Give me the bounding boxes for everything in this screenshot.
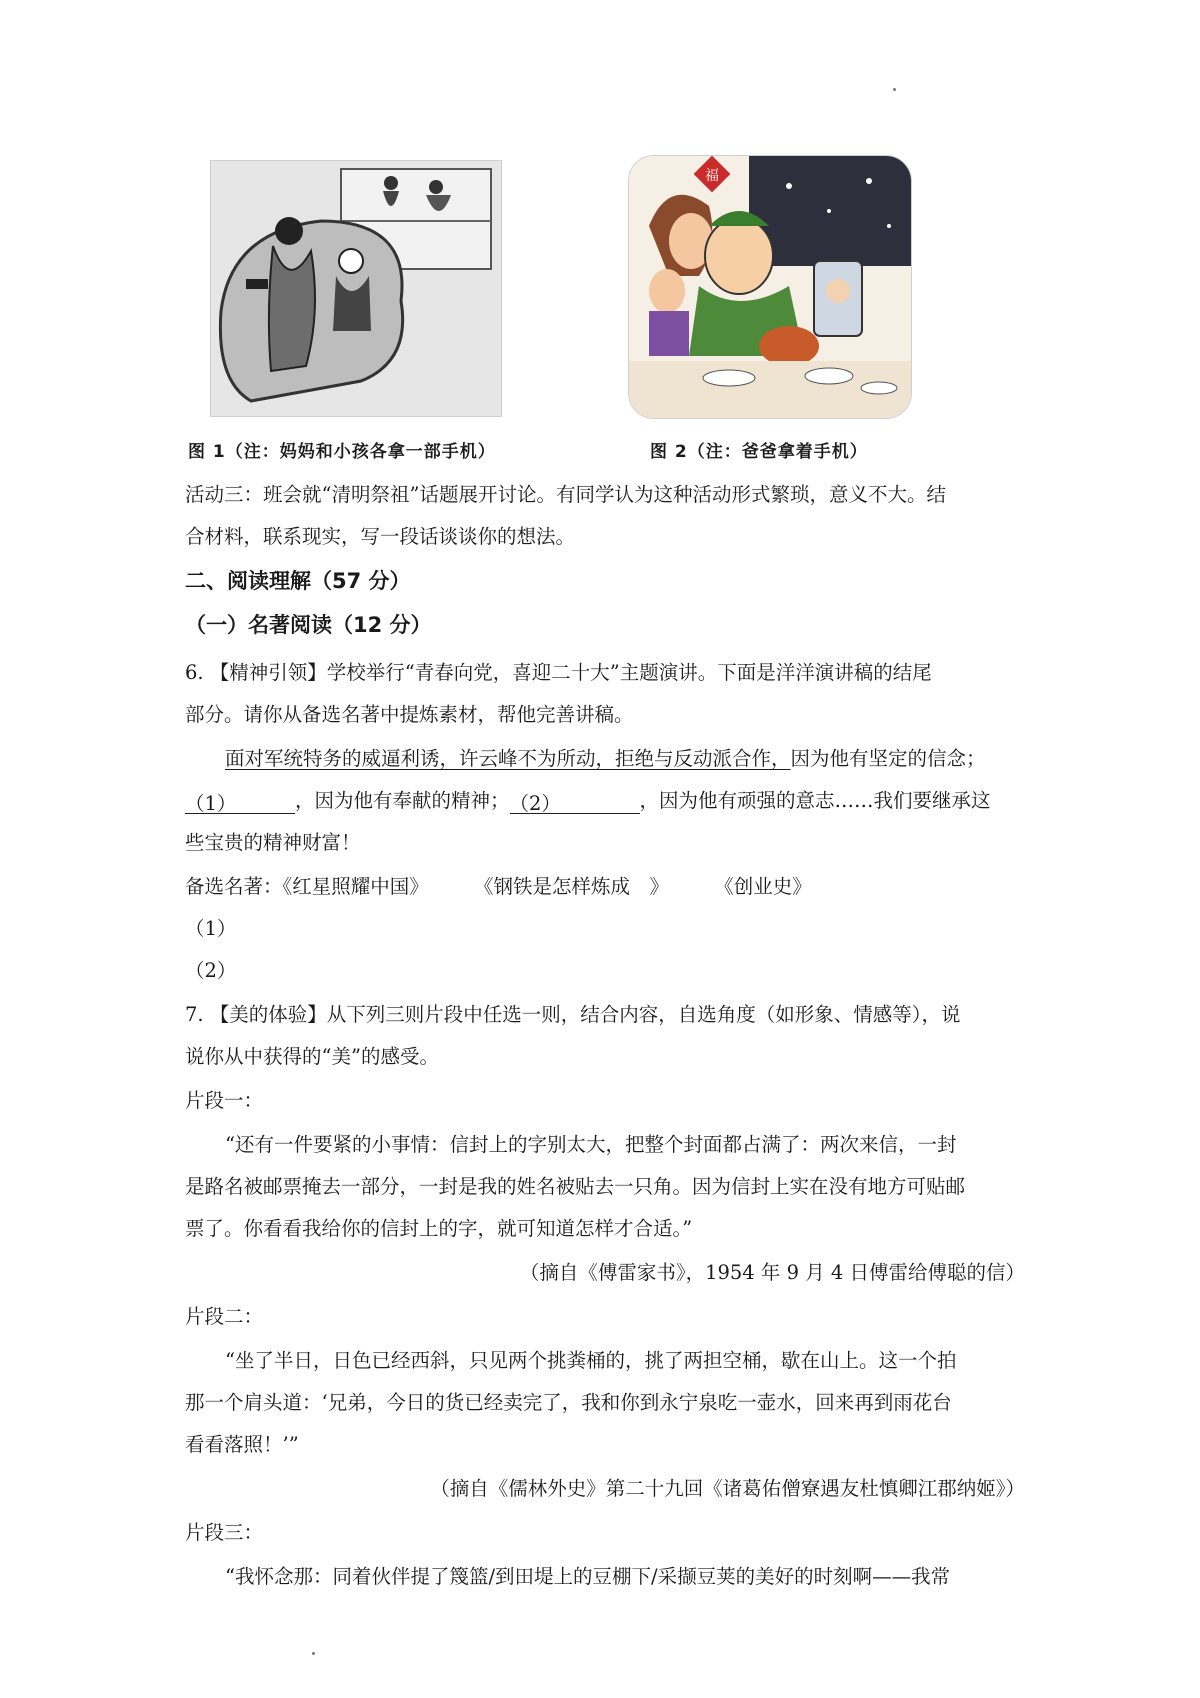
excerpt-2-line3: 看看落照！’” xyxy=(185,1433,299,1456)
q6-blank-2[interactable] xyxy=(510,791,640,814)
excerpt-2-source: （摘自《儒林外史》第二十九回《诸葛佑僧寮遇友杜慎卿江郡纳姬》） xyxy=(430,1477,1025,1500)
section-2-heading: 二、阅读理解（57 分） xyxy=(185,569,411,593)
excerpt-1-line2: 是路名被邮票掩去一部分，一封是我的姓名被贴去一只角。因为信封上实在没有地方可贴邮 xyxy=(185,1175,966,1198)
family-phones-sketch xyxy=(211,161,501,416)
book-1: 《红星照耀中国》 xyxy=(282,875,429,898)
q6-blank-2-label: （2） xyxy=(509,792,561,815)
excerpt-2-line2: 那一个肩头道：‘兄弟，今日的货已经卖完了，我和你到永宁泉吃一壶水，回来再到雨花台 xyxy=(185,1391,952,1414)
excerpt-1-line1: “还有一件要紧的小事情：信封上的字别太大，把整个封面都占满了：两次来信，一封 xyxy=(225,1133,957,1156)
q6-line2: 部分。请你从备选名著中提炼素材，帮他完善讲稿。 xyxy=(185,703,634,726)
q6-speech-underlined: 面对军统特务的威逼利诱，许云峰不为所动，拒绝与反动派合作， xyxy=(225,747,791,770)
q6-blank-1[interactable] xyxy=(185,791,295,814)
excerpt-1-label: 片段一： xyxy=(185,1089,264,1112)
q6-speech-rest: 因为他有坚定的信念； xyxy=(790,747,986,770)
scan-speck xyxy=(893,88,896,91)
q6-books-line xyxy=(185,874,1025,900)
q6-answer-2[interactable]: （2） xyxy=(185,959,237,982)
q7-line2: 说你从中获得的“美”的感受。 xyxy=(185,1045,439,1068)
excerpt-1-line3: 票了。你看看我给你的信封上的字，就可知道怎样才合适。” xyxy=(185,1217,693,1240)
q6-answer-1[interactable]: （1） xyxy=(185,917,237,940)
q6-speech-line2 xyxy=(185,788,1025,814)
q6-line1: 6. 【精神引领】学校举行“青春向党，喜迎二十大”主题演讲。下面是洋洋演讲稿的结尾 xyxy=(185,661,932,684)
subsection-1-heading: （一）名著阅读（12 分） xyxy=(185,613,432,637)
q6-speech-line1 xyxy=(225,746,1065,772)
book-3: 《创业史》 xyxy=(724,875,812,898)
fu-character: 福 xyxy=(705,168,719,184)
excerpt-1-source: （摘自《傅雷家书》，1954 年 9 月 4 日傅雷给傅聪的信） xyxy=(519,1261,1025,1284)
scan-speck xyxy=(312,1652,315,1655)
q6-blank-1-label: （1） xyxy=(185,792,237,815)
q6-speech-end: ，因为他有顽强的意志……我们要继承这 xyxy=(639,789,991,812)
activity3-line2: 合材料，联系现实，写一段话谈谈你的想法。 xyxy=(185,525,576,548)
excerpt-3-label: 片段三： xyxy=(185,1521,264,1544)
q6-speech-mid: ，因为他有奉献的精神； xyxy=(295,789,510,812)
excerpt-3-line1: “我怀念那：同着伙伴提了篾篮/到田堤上的豆棚下/采撷豆荚的美好的时刻啊——我常 xyxy=(225,1565,951,1588)
q7-line1: 7. 【美的体验】从下列三则片段中任选一则，结合内容，自选角度（如形象、情感等），说 xyxy=(185,1003,961,1026)
figure-2-caption: 图 2（注：爸爸拿着手机） xyxy=(650,442,868,462)
figure-1-caption: 图 1（注：妈妈和小孩各拿一部手机） xyxy=(188,442,496,462)
excerpt-2-label: 片段二： xyxy=(185,1305,264,1328)
q6-books-label: 备选名著： xyxy=(185,875,283,898)
figure-1-illustration xyxy=(210,160,502,417)
activity3-line1: 活动三：班会就“清明祭祖”话题展开讨论。有同学认为这种活动形式繁琐，意义不大。结 xyxy=(185,483,946,506)
book-2: 《钢铁是怎样炼成 》 xyxy=(483,875,670,898)
q6-speech-line3: 些宝贵的精神财富！ xyxy=(185,831,361,854)
family-video-call-cartoon xyxy=(629,156,911,418)
figure-2-illustration xyxy=(628,155,912,419)
excerpt-2-line1: “坐了半日，日色已经西斜，只见两个挑粪桶的，挑了两担空桶，歇在山上。这一个拍 xyxy=(225,1349,957,1372)
